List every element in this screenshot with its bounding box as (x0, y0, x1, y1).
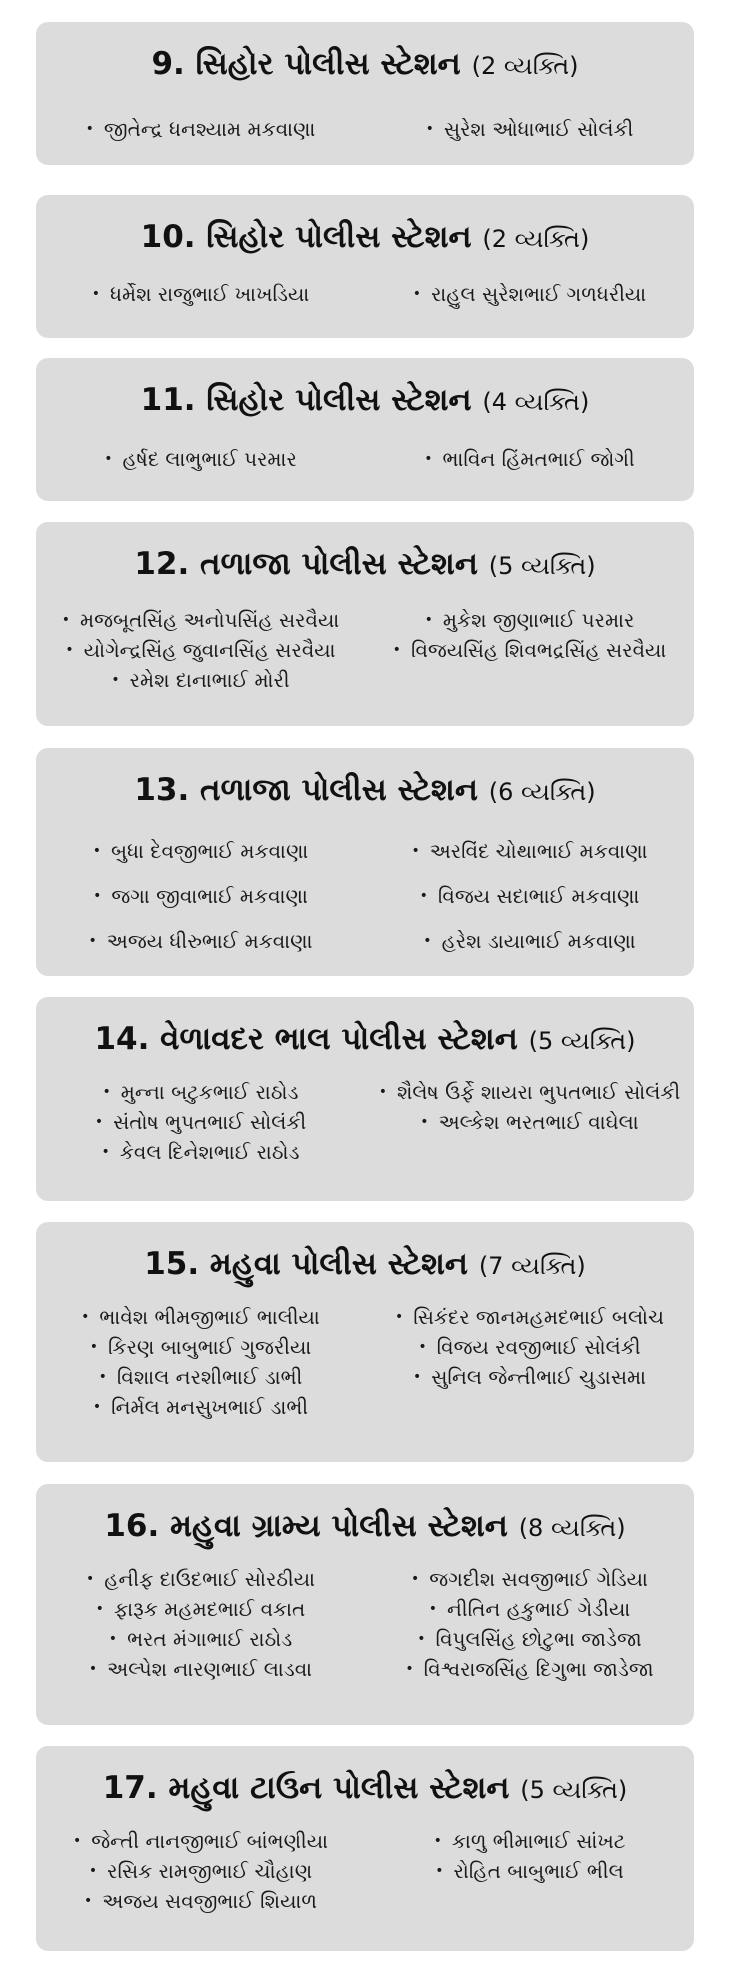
person-name: • રમેશ દાનાભાઈ મોરી (36, 665, 365, 695)
person-name: • મજબૂતસિંહ અનોપસિંહ સરવૈયા (36, 605, 365, 635)
person-name: • નિર્મલ મનસુખભાઈ ડાભી (36, 1392, 365, 1422)
station-title: 16. મહુવા ગ્રામ્ય પોલીસ સ્ટેશન (8 વ્યક્તિ) (104, 1508, 626, 1544)
person-name: • મુન્ના બટુકભાઈ રાઠોડ (36, 1077, 365, 1107)
person-list (36, 1564, 694, 1684)
person-name: • જગદીશ સવજીભાઈ ગેડિયા (365, 1564, 694, 1594)
station-title: 13. તળાજા પોલીસ સ્ટેશન (6 વ્યક્તિ) (134, 772, 596, 808)
person-name: • ભાવેશ ભીમજીભાઈ ભાલીયા (36, 1302, 365, 1332)
person-count: (5 વ્યક્તિ) (528, 1027, 636, 1055)
station-card (36, 1222, 694, 1462)
person-name: • યોગેન્દ્રસિંહ જુવાનસિંહ સરવૈયા (36, 635, 365, 665)
person-name: • જગા જીવાભાઈ મકવાણા (36, 881, 365, 911)
person-name: • કાળુ ભીમાભાઈ સાંખટ (365, 1826, 694, 1856)
person-name: • બુધા દેવજીભાઈ મકવાણા (36, 836, 365, 866)
person-name: • વિશ્વરાજસિંહ દિગુભા જાડેજા (365, 1654, 694, 1684)
station-card (36, 195, 694, 338)
person-name: • અલ્પેશ નારણભાઈ લાડવા (36, 1654, 365, 1684)
person-list (36, 836, 694, 956)
person-count: (2 વ્યક્તિ) (482, 225, 590, 253)
person-name: • રાહુલ સુરેશભાઈ ગળધરીયા (365, 279, 694, 309)
station-title: 17. મહુવા ટાઉન પોલીસ સ્ટેશન (5 વ્યક્તિ) (102, 1770, 628, 1806)
person-list (36, 1077, 694, 1167)
person-count: (5 વ્યક્તિ) (520, 1776, 628, 1804)
person-name: • અલ્કેશ ભરતભાઈ વાઘેલા (365, 1107, 694, 1137)
person-name: • વિજયસિંહ શિવભદ્રસિંહ સરવૈયા (365, 635, 694, 665)
person-count: (5 વ્યક્તિ) (488, 552, 596, 580)
station-card (36, 1746, 694, 1951)
person-name: • ફારૂક મહમદભાઈ વકાત (36, 1594, 365, 1624)
person-name: • નીતિન હકુભાઈ ગેડીયા (365, 1594, 694, 1624)
station-title: 12. તળાજા પોલીસ સ્ટેશન (5 વ્યક્તિ) (134, 546, 596, 582)
person-list (36, 1302, 694, 1422)
person-count: (7 વ્યક્તિ) (478, 1252, 586, 1280)
person-list (36, 1826, 694, 1916)
station-card (36, 997, 694, 1201)
station-card (36, 22, 694, 165)
person-name: • ભાવિન હિંમતભાઈ જોગી (365, 444, 694, 474)
person-name: • વિપુલસિંહ છોટુભા જાડેજા (365, 1624, 694, 1654)
person-name: • જેન્તી નાનજીભાઈ બાંભણીયા (36, 1826, 365, 1856)
person-name: • ભરત મંગાભાઈ રાઠોડ (36, 1624, 365, 1654)
person-list (36, 114, 694, 144)
person-name: • કિરણ બાબુભાઈ ગુજરીયા (36, 1332, 365, 1362)
station-card (36, 358, 694, 501)
person-name: • ધર્મેશ રાજુભાઈ ખાખડિયા (36, 279, 365, 309)
station-title: 15. મહુવા પોલીસ સ્ટેશન (7 વ્યક્તિ) (144, 1246, 586, 1282)
person-count: (6 વ્યક્તિ) (488, 778, 596, 806)
station-title: 14. વેળાવદર ભાલ પોલીસ સ્ટેશન (5 વ્યક્તિ) (94, 1021, 636, 1057)
person-name: • કેવલ દિનેશભાઈ રાઠોડ (36, 1137, 365, 1167)
person-name: • સિકંદર જાનમહમદભાઈ બલોચ (365, 1302, 694, 1332)
person-name: • રોહિત બાબુભાઈ ભીલ (365, 1856, 694, 1886)
person-name: • સુનિલ જેન્તીભાઈ ચુડાસમા (365, 1362, 694, 1392)
person-name: • જીતેન્દ્ર ધનશ્યામ મકવાણા (36, 114, 365, 144)
person-list (36, 444, 694, 474)
station-title: 10. સિહોર પોલીસ સ્ટેશન (2 વ્યક્તિ) (140, 219, 590, 255)
station-title: 11. સિહોર પોલીસ સ્ટેશન (4 વ્યક્તિ) (140, 382, 590, 418)
station-card (36, 522, 694, 726)
person-name: • સુરેશ ઓધાભાઈ સોલંકી (365, 114, 694, 144)
station-title: 9. સિહોર પોલીસ સ્ટેશન (2 વ્યક્તિ) (151, 46, 579, 82)
person-count: (2 વ્યક્તિ) (471, 52, 579, 80)
person-name: • હરેશ ડાયાભાઈ મકવાણા (365, 926, 694, 956)
person-name: • વિજય રવજીભાઈ સોલંકી (365, 1332, 694, 1362)
station-card (36, 748, 694, 976)
station-card (36, 1484, 694, 1725)
person-name: • વિજય સદાભાઈ મકવાણા (365, 881, 694, 911)
person-name: • અજય સવજીભાઈ શિયાળ (36, 1886, 365, 1916)
person-list (36, 279, 694, 309)
person-count: (4 વ્યક્તિ) (482, 388, 590, 416)
person-name: • મુકેશ જીણાભાઈ પરમાર (365, 605, 694, 635)
person-name: • શૈલેષ ઉર્ફે શાયરા ભુપતભાઈ સોલંકી (365, 1077, 694, 1107)
person-name: • રસિક રામજીભાઈ ચૌહાણ (36, 1856, 365, 1886)
person-name: • હનીફ દાઉદભાઈ સોરઠીયા (36, 1564, 365, 1594)
person-name: • સંતોષ ભુપતભાઈ સોલંકી (36, 1107, 365, 1137)
person-count: (8 વ્યક્તિ) (518, 1514, 626, 1542)
person-name: • હર્ષદ લાભુભાઈ પરમાર (36, 444, 365, 474)
person-list (36, 605, 694, 695)
person-name: • અજય ધીરુભાઈ મકવાણા (36, 926, 365, 956)
person-name: • અરવિંદ ચોથાભાઈ મકવાણા (365, 836, 694, 866)
person-name: • વિશાલ નરશીભાઈ ડાભી (36, 1362, 365, 1392)
